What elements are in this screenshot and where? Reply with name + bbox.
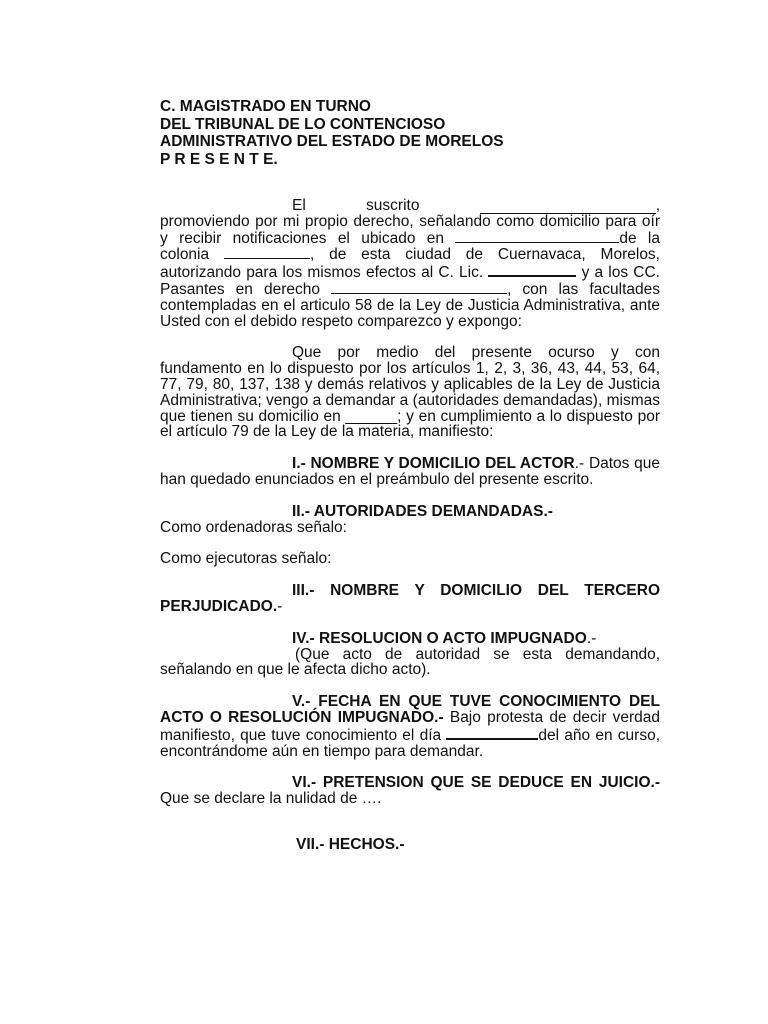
section-5-title: V.- FECHA EN QUE TUVE CONOCIMIENTO DEL ACTO O RESOLUCIÓN IMPUGNADO.- (160, 693, 660, 726)
section-4-title-line (160, 631, 660, 647)
section-3-suffix: - (277, 597, 283, 615)
section-3-title: III.- NOMBRE Y DOMICILIO DEL TERCERO PERJUDICADO. (160, 582, 660, 615)
fundamento-paragraph (160, 345, 660, 440)
section-4-suffix: .- (586, 629, 597, 647)
section-1 (160, 456, 660, 488)
intro-text-4: , con las facultades contempladas en el articulo 58 de la Ley de Justicia Administrativa, ante Usted con el debido respeto comparezco y expongo: (160, 280, 660, 330)
intro-comma: , (655, 197, 661, 214)
address-blank (455, 230, 619, 243)
addressee-heading (160, 98, 504, 168)
section-1-title: I.- NOMBRE Y DOMICILIO DEL ACTOR (292, 455, 575, 473)
section-1-text: Datos que han quedado enunciados en el preámbulo del presente escrito. (160, 455, 660, 488)
heading-line-1: C. MAGISTRADO EN TURNO (160, 98, 371, 115)
intro-paragraph (160, 214, 660, 330)
section-7 (160, 837, 660, 853)
section-2-ordenadoras: Como ordenadoras señalo: (160, 518, 347, 536)
section-2-title: II.- AUTORIDADES DEMANDADAS.- (292, 502, 553, 520)
section-2-ejecutoras: Como ejecutoras señalo: (160, 550, 332, 568)
lic-blank (488, 263, 576, 277)
section-2-title-line (160, 504, 660, 520)
section-6 (160, 775, 660, 807)
date-blank (446, 726, 538, 740)
section-6-title: VI.- PRETENSION QUE SE DEDUCE EN JUICIO.- (292, 774, 660, 792)
heading-line-3: ADMINISTRATIVO DEL ESTADO DE MORELOS (160, 133, 504, 150)
section-6-text: Que se declare la nulidad de …. (160, 790, 382, 808)
intro-colonia-label: de la colonia (160, 229, 660, 264)
section-5 (160, 694, 660, 759)
fundamento-text-1: Que por medio del presente ocurso y con fundamento en lo dispuesto por los artículos 1, 2, 3, 36, 43, 44, 53, 64, 77, 79, 80, 137, 138 y demás relativos y aplicables de la Ley de Justicia Administrativa; vengo a demandar a (autoridades demandadas), mismas que tienen su domicilio en (160, 344, 660, 425)
section-4-text-paragraph (160, 647, 660, 679)
intro-first-line (160, 198, 660, 214)
section-5-text-1: Bajo protesta de decir verdad manifiesto, que tuve conocimiento el día (160, 708, 661, 744)
fundamento-text-2: ; y en cumplimiento a lo dispuesto por el artículo 79 de la Ley de la materia, manifiesto: (160, 407, 660, 441)
intro-suscrito: suscrito (366, 197, 420, 214)
heading-line-2: DEL TRIBUNAL DE LO CONTENCIOSO (160, 115, 446, 133)
intro-text-3: y a los CC. Pasantes en derecho (160, 264, 660, 298)
section-4-title: IV.- RESOLUCION O ACTO IMPUGNADO (292, 629, 587, 647)
intro-el: El (292, 197, 306, 214)
document-body (160, 198, 660, 853)
section-7-title: VII.- HECHOS.- (296, 835, 405, 853)
section-3 (160, 583, 660, 615)
section-5-text-2: del año en curso, encontrándome aún en tiempo para demandar. (160, 726, 661, 760)
section-1-suffix: .- (574, 455, 585, 473)
intro-text-2: , de esta ciudad de Cuernavaca, Morelos, autorizando para los mismos efectos al C. Lic. (160, 246, 660, 282)
fundamento-blank: ______ (345, 407, 398, 425)
heading-line-4: P R E S E N T E. (160, 150, 278, 168)
pasantes-blank (331, 281, 507, 294)
section-4-text: (Que acto de autoridad se esta demandando, señalando en que le afecta dicho acto). (160, 645, 660, 679)
colonia-blank (224, 246, 310, 259)
intro-text-1: promoviendo por mi propio derecho, señalando como domicilio para oír y recibir notificaciones el ubicado en (160, 212, 660, 247)
